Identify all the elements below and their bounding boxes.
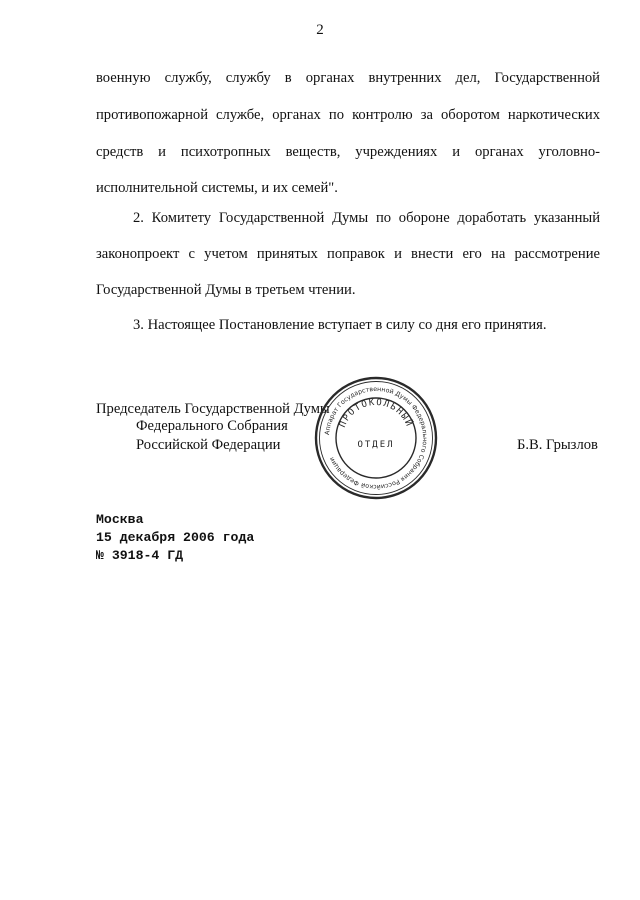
- stamp-outer-ring: [316, 378, 436, 498]
- official-stamp: [314, 376, 438, 500]
- body-line: законопроект с учетом принятых поправок и внести его на рассмотрение: [96, 246, 600, 262]
- footer-number: № 3918-4 ГД: [96, 548, 184, 563]
- stamp-center-text: ОТДЕЛ: [357, 440, 395, 450]
- body-line: средств и психотропных веществ, учреждениях и органах уголовно-: [96, 144, 600, 160]
- footer-date: 15 декабря 2006 года: [96, 530, 255, 545]
- signatory-title-line: Российской Федерации: [136, 437, 281, 453]
- body-line: исполнительной системы, и их семей".: [96, 180, 338, 196]
- signatory-title-line: Федерального Собрания: [136, 418, 288, 434]
- body-line: военную службу, службу в органах внутренних дел, Государственной: [96, 70, 600, 86]
- footer-city: Москва: [96, 512, 144, 527]
- body-line: 3. Настоящее Постановление вступает в силу со дня его принятия.: [133, 317, 547, 333]
- body-line: 2. Комитету Государственной Думы по обороне доработать указанный: [133, 210, 600, 226]
- body-line: противопожарной службе, органах по контролю за оборотом наркотических: [96, 107, 600, 123]
- signatory-name: Б.В. Грызлов: [517, 437, 598, 453]
- stamp-inner-text: ПРОТОКОЛЬНЫЙ: [337, 397, 415, 430]
- page-number: 2: [316, 22, 324, 38]
- stamp-outer-text: Аппарат Государственной Думы Федерального Собрания Российской Федерации: [324, 385, 429, 491]
- body-line: Государственной Думы в третьем чтении.: [96, 282, 356, 298]
- signatory-title-line: Председатель Государственной Думы: [96, 401, 330, 417]
